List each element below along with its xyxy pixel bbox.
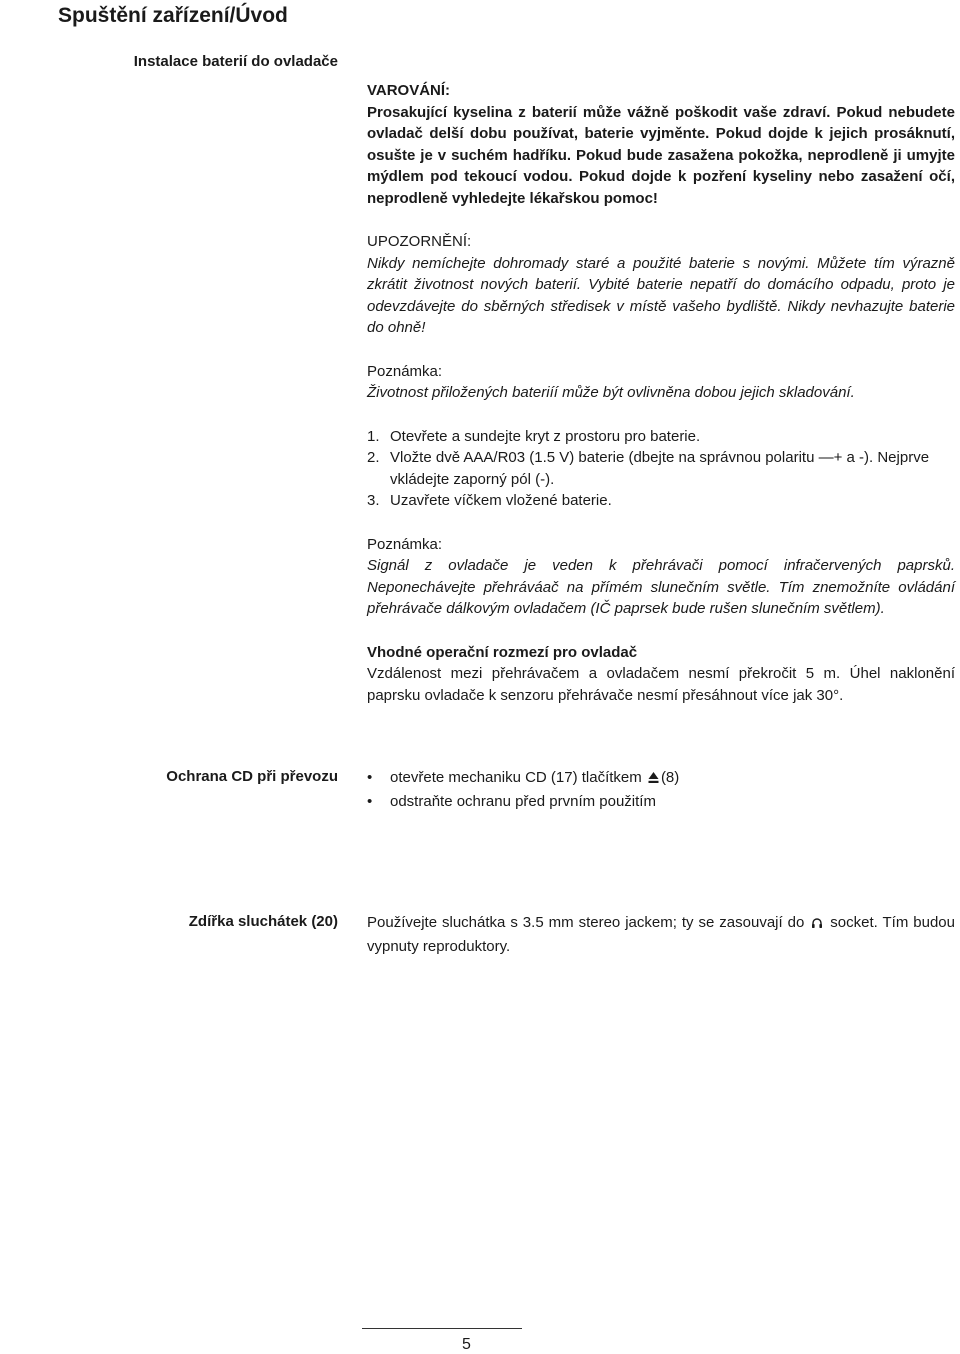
caution-label: UPOZORNĚNÍ: <box>367 233 472 250</box>
note-block-infrared <box>367 534 955 620</box>
headphone-text-after: socket. Tím budou vypnuty reproduktory. <box>367 914 955 955</box>
page-title: Spuštění zařízení/Úvod <box>58 4 288 27</box>
step-number: 2. <box>367 449 380 466</box>
headphone-text-before: Používejte sluchátka s 3.5 mm stereo jackem; ty se zasouvají do <box>367 914 805 931</box>
step-text: Otevřete a sundejte kryt z prostoru pro baterie. <box>390 427 701 445</box>
range-heading: Vhodné operační rozmezí pro ovladač <box>367 643 638 661</box>
footer-divider <box>362 1328 522 1329</box>
battery-steps-list <box>367 426 955 512</box>
headphone-section-content <box>367 912 955 957</box>
note-text: Životnost přiložených bateriíí může být ovlivněna dobou jejich skladování. <box>367 384 855 401</box>
note-label: Poznámka: <box>367 535 443 553</box>
headphone-section-heading: Zdířka sluchátek (20) <box>188 913 338 930</box>
note-text: Signál z ovladače je veden k přehrávači pomocí infračervených paprsků. Neponechávejte přehráváač na přímém slunečním světle. Tím znemožníte ovládání přehrávače dálkovým ovladačem (IČ paprsek bude rušen slunečním světlem). <box>367 557 955 617</box>
warning-text: Prosakující kyselina z baterií může vážně poškodit vaše zdraví. Pokud nebudete ovladač delší dobu používat, baterie vyjměnte. Pokud dojde k jejich prosáknutí, osušte je v suchém hadříku. Pokud bude zasažena pokožka, neprodleně ji umyjte mýdlem pod tekoucí vodou. Pokud dojde k pozření kyseliny nebo zasažení očí, neprodleně vyhledejte lékařskou pomoc! <box>367 103 955 207</box>
bullet-text: odstraňte ochranu před prvním použitím <box>390 792 656 810</box>
headphones-icon <box>811 914 823 936</box>
cd-section-content <box>367 767 955 812</box>
caution-text: Nikdy nemíchejte dohromady staré a použité baterie s novými. Můžete tím výrazně zkrátit životnost nových baterií. Vybité baterie nepatří do domácího odpadu, proto je odevzdávejte do sběrných středisek v místě vašeho bydliště. Nikdy nevhazujte baterie do ohně! <box>367 254 955 336</box>
note-label: Poznámka: <box>367 362 443 380</box>
bullet-dot: • <box>367 792 373 810</box>
headphone-text <box>367 912 955 957</box>
cd-bullet-list <box>367 767 955 812</box>
step-number: 1. <box>367 427 380 445</box>
step-text: Uzavřete víčkem vložené baterie. <box>390 492 612 509</box>
bullet-text-suffix: (8) <box>660 769 680 786</box>
bullet-dot: • <box>367 769 373 786</box>
step-number: 3. <box>367 492 380 509</box>
warning-block <box>367 80 955 209</box>
caution-block <box>367 231 955 339</box>
note-block-storage <box>367 361 955 404</box>
step-text: Vložte dvě AAA/R03 (1.5 V) baterie (dbejte na správnou polaritu —+ a -). Nejprve vkládejte zaporný pól (-). <box>390 449 930 488</box>
range-text: Vzdálenost mezi přehrávačem a ovladačem nesmí překročit 5 m. Úhel naklonění paprsku ovladače k senzoru přehrávače nesmí přesáhnout více jak 30°. <box>367 665 955 704</box>
warning-label: VAROVÁNÍ: <box>367 82 451 99</box>
bullet-text: otevřete mechaniku CD (17) tlačítkem <box>390 769 642 786</box>
range-block <box>367 642 955 707</box>
page-number: 5 <box>462 1336 471 1353</box>
list-item <box>367 447 955 490</box>
list-item <box>367 490 955 512</box>
battery-section-heading: Instalace baterií do ovladače <box>133 53 338 70</box>
list-item <box>367 791 955 813</box>
list-item <box>367 767 955 791</box>
battery-section-content <box>367 80 955 706</box>
list-item <box>367 426 955 448</box>
cd-section-heading: Ochrana CD při převozu <box>166 768 338 785</box>
eject-icon <box>648 769 659 791</box>
